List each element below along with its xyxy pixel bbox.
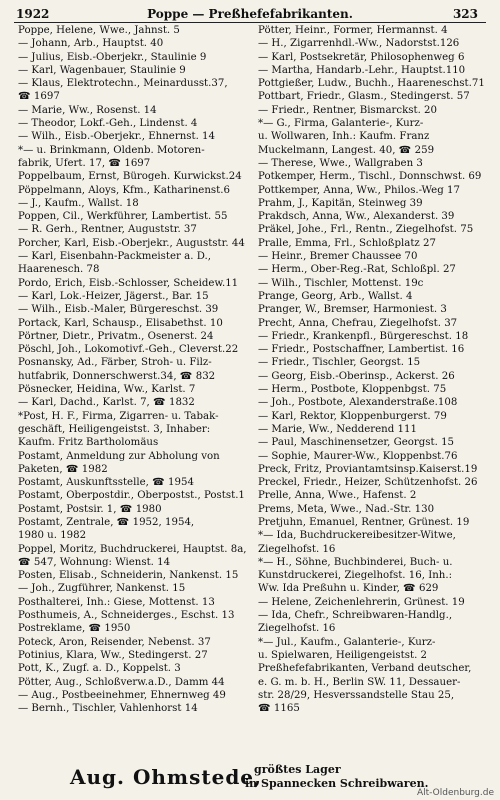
directory-entry-line: Portack, Karl, Schausp., Elisabethst. 10 bbox=[18, 317, 223, 329]
directory-entry-line: str. 28/29, Hesverssandstelle Stau 25, bbox=[258, 689, 455, 701]
right-column bbox=[258, 24, 498, 715]
directory-entry-line: Präkel, Johe., Frl., Rentn., Ziegelhofst. 75 bbox=[258, 224, 474, 236]
directory-entry-line: Pordo, Erich, Eisb.-Schlosser, Scheidew.11 bbox=[18, 277, 239, 289]
directory-entry-line: *— Jul., Kaufm., Galanterie-, Kurz- bbox=[258, 636, 436, 648]
directory-entry-line: 1980 u. 1982 bbox=[18, 530, 87, 542]
directory-entry-line: — Georg, Eisb.-Oberinsp., Ackerst. 26 bbox=[258, 370, 455, 382]
directory-entry-line: — Bernh., Tischler, Vahlenhorst 14 bbox=[18, 703, 198, 715]
directory-entry-line: Pott, K., Zugf. a. D., Koppelst. 3 bbox=[18, 663, 181, 675]
directory-entry-line: — Johann, Arb., Hauptst. 40 bbox=[18, 38, 164, 50]
directory-entry-line: Precht, Anna, Chefrau, Ziegelhofst. 37 bbox=[258, 317, 458, 329]
watermark: Alt-Oldenburg.de bbox=[416, 788, 494, 798]
directory-entry-line: e. G. m. b. H., Berlin SW. 11, Dessauer- bbox=[258, 676, 461, 688]
directory-entry-line: — H., Zigarrenhdl.-Ww., Nadorstst.126 bbox=[258, 38, 460, 50]
directory-entry-line: ☎ 1697 bbox=[18, 91, 60, 103]
directory-entry-line: Ww. Ida Preßuhn u. Kinder, ☎ 629 bbox=[258, 583, 439, 595]
directory-entry-line: Prems, Meta, Wwe., Nad.-Str. 130 bbox=[258, 503, 435, 515]
directory-entry-line: Pottgießer, Ludw., Buchh., Haareneschst.71 bbox=[258, 78, 485, 90]
directory-entry-line: Poppen, Cil., Werkführer, Lambertist. 55 bbox=[18, 211, 228, 223]
header-year: 1922 bbox=[16, 7, 50, 21]
directory-entry-line: — Joh., Zugführer, Nankenst. 15 bbox=[18, 583, 186, 595]
directory-entry-line: Prange, Georg, Arb., Wallst. 4 bbox=[258, 290, 413, 302]
directory-entry-line: Postamt, Oberpostdir., Oberpostst., Postst.1 bbox=[18, 490, 245, 502]
directory-entry-line: Poppe, Helene, Wwe., Jahnst. 5 bbox=[18, 25, 180, 36]
directory-entry-line: Postamt, Auskunftsstelle, ☎ 1954 bbox=[18, 477, 194, 489]
directory-entry-line: — Klaus, Elektrotechn., Meinardusst.37, bbox=[18, 78, 228, 90]
directory-entry-line: — J., Kaufm., Wallst. 18 bbox=[18, 197, 139, 209]
directory-entry-line: Postreklame, ☎ 1950 bbox=[18, 623, 131, 635]
directory-entry-line: — Heinr., Bremer Chaussee 70 bbox=[258, 251, 418, 263]
directory-entry-line: fabrik, Ufert. 17, ☎ 1697 bbox=[18, 157, 151, 169]
directory-entry-line: — Joh., Postbote, Alexanderstraße.108 bbox=[258, 397, 458, 409]
directory-entry-line: — R. Gerh., Rentner, Auguststr. 37 bbox=[18, 224, 197, 236]
directory-entry-line: — Friedr., Tischler, Georgst. 15 bbox=[258, 357, 421, 369]
directory-entry-line: — Ida, Chefr., Schreibwaren-Handlg., bbox=[258, 610, 453, 622]
directory-entry-line: — Wilh., Eisb.-Oberjekr., Ehnernst. 14 bbox=[18, 131, 216, 143]
directory-entry-line: — Julius, Eisb.-Oberjekr., Staulinie 9 bbox=[18, 51, 207, 63]
directory-entry-line: Pöschl, Joh., Lokomotivf.-Geh., Cleverst.22 bbox=[18, 344, 239, 356]
directory-entry-line: Ziegelhofst. 16 bbox=[258, 623, 336, 635]
directory-entry-line: Paketen, ☎ 1982 bbox=[18, 463, 108, 475]
directory-entry-line: Posthalterei, Inh.: Giese, Mottenst. 13 bbox=[18, 596, 215, 608]
directory-entry-line: *— H., Söhne, Buchbinderei, Buch- u. bbox=[258, 556, 453, 568]
directory-entry-line: — Martha, Handarb.-Lehr., Hauptst.110 bbox=[258, 64, 466, 76]
directory-entry-line: Preck, Fritz, Proviantamtsinsp.Kaiserst.19 bbox=[258, 463, 478, 475]
directory-entry-line: Preßhefefabrikanten, Verband deutscher, bbox=[258, 663, 472, 675]
directory-entry-line: Potinius, Klara, Ww., Stedingerst. 27 bbox=[18, 649, 208, 661]
directory-entry-line: Haarenesch. 78 bbox=[18, 264, 100, 276]
directory-entry-line: Poppel, Moritz, Buchdruckerei, Hauptst. 8a, bbox=[18, 543, 247, 555]
directory-entry-line: Prakdsch, Anna, Ww., Alexanderst. 39 bbox=[258, 211, 455, 223]
directory-entry-line: u. Wollwaren, Inh.: Kaufm. Franz bbox=[258, 131, 430, 143]
directory-entry-line: *— G., Firma, Galanterie-, Kurz- bbox=[258, 118, 424, 130]
directory-entry-line: — Marie, Ww., Nedderend 111 bbox=[258, 423, 417, 435]
directory-entry-line: Porcher, Karl, Eisb.-Oberjekr., Auguststr. 44 bbox=[18, 237, 245, 249]
directory-entry-line: Muckelmann, Langest. 40, ☎ 259 bbox=[258, 144, 435, 156]
directory-entry-line: Pralle, Emma, Frl., Schloßplatz 27 bbox=[258, 237, 436, 249]
directory-entry-line: — Friedr., Krankenpfl., Bürgereschst. 18 bbox=[258, 330, 469, 342]
ad-tagline-bottom: in Spannecken Schreibwaren. bbox=[245, 777, 429, 790]
directory-entry-line: Posthumeis, A., Schneiderges., Eschst. 13 bbox=[18, 610, 235, 622]
directory-entry-line: hutfabrik, Donnerschwerst.34, ☎ 832 bbox=[18, 370, 216, 382]
directory-entry-line: — Herm., Postbote, Kloppenbgst. 75 bbox=[258, 384, 447, 396]
directory-entry-line: Pörtner, Dietr., Privatm., Osenerst. 24 bbox=[18, 330, 214, 342]
directory-entry-line: — Karl, Rektor, Kloppenburgerst. 79 bbox=[258, 410, 447, 422]
directory-entry-line: u. Spielwaren, Heiligengeistst. 2 bbox=[258, 649, 428, 661]
directory-entry-line: — Therese, Wwe., Wallgraben 3 bbox=[258, 157, 423, 169]
directory-entry-line: Kunstdruckerei, Ziegelhofst. 16, Inh.: bbox=[258, 570, 453, 582]
directory-entry-line: — Theodor, Lokf.-Geh., Lindenst. 4 bbox=[18, 118, 198, 130]
directory-entry-line: Pötter, Heinr., Former, Hermannst. 4 bbox=[258, 25, 448, 36]
directory-entry-line: — Karl, Eisenbahn-Packmeister a. D., bbox=[18, 251, 211, 263]
directory-entry-line: — Karl, Lok.-Heizer, Jägerst., Bar. 15 bbox=[18, 290, 209, 302]
directory-entry-line: Pretjuhn, Emanuel, Rentner, Grünest. 19 bbox=[258, 516, 470, 528]
directory-entry-line: *Post, H. F., Firma, Zigarren- u. Tabak- bbox=[18, 410, 219, 422]
directory-entry-line: Ziegelhofst. 16 bbox=[258, 543, 336, 555]
directory-entry-line: ☎ 1165 bbox=[258, 703, 300, 715]
directory-entry-line: *— Ida, Buchdruckereibesitzer-Witwe, bbox=[258, 530, 456, 542]
directory-entry-line: Posnansky, Ad., Färber, Stroh- u. Filz- bbox=[18, 357, 212, 369]
directory-entry-line: Pöppelmann, Aloys, Kfm., Katharinenst.6 bbox=[18, 184, 230, 196]
directory-entry-line: Posten, Elisab., Schneiderin, Nankenst. 15 bbox=[18, 570, 239, 582]
directory-entry-line: Pösnecker, Heidina, Ww., Karlst. 7 bbox=[18, 384, 196, 396]
directory-entry-line: — Aug., Postbeeinehmer, Ehnernweg 49 bbox=[18, 689, 226, 701]
directory-entry-line: — Herm., Ober-Reg.-Rat, Schloßpl. 27 bbox=[258, 264, 456, 276]
directory-entry-line: Postamt, Postsir. 1, ☎ 1980 bbox=[18, 503, 162, 515]
directory-entry-line: Poppelbaum, Ernst, Bürogeh. Kurwickst.24 bbox=[18, 171, 242, 183]
directory-entry-line: Pötter, Aug., Schloßverw.a.D., Damm 44 bbox=[18, 676, 225, 688]
directory-entry-line: — Wilh., Tischler, Mottenst. 19c bbox=[258, 277, 424, 289]
directory-entry-line: — Helene, Zeichenlehrerin, Grünest. 19 bbox=[258, 596, 465, 608]
directory-entry-line: *— u. Brinkmann, Oldenb. Motoren- bbox=[18, 144, 205, 156]
directory-entry-line: Potkemper, Herm., Tischl., Donnschwst. 69 bbox=[258, 171, 482, 183]
ad-company-name: Aug. Ohmstede, bbox=[70, 765, 262, 789]
header-rule bbox=[14, 22, 486, 23]
left-column bbox=[18, 24, 258, 715]
directory-entry-line: — Friedr., Postschaffner, Lambertist. 16 bbox=[258, 344, 465, 356]
directory-entry-line: ☎ 547, Wohnung: Wienst. 14 bbox=[18, 556, 171, 568]
directory-entry-line: — Marie, Ww., Rosenst. 14 bbox=[18, 104, 157, 116]
header-title: Poppe — Preßhefefabrikanten. bbox=[147, 7, 353, 21]
directory-entry-line: Prahm, J., Kapitän, Steinweg 39 bbox=[258, 197, 423, 209]
page-header bbox=[0, 3, 500, 23]
directory-entry-line: Prelle, Anna, Wwe., Hafenst. 2 bbox=[258, 490, 417, 502]
directory-entry-line: Pottbart, Friedr., Glasm., Stedingerst. 57 bbox=[258, 91, 470, 103]
directory-entry-line: Postamt, Anmeldung zur Abholung von bbox=[18, 450, 220, 462]
directory-entry-line: — Friedr., Rentner, Bismarckst. 20 bbox=[258, 104, 438, 116]
directory-entry-line: Postamt, Zentrale, ☎ 1952, 1954, bbox=[18, 516, 195, 528]
ad-tagline-top: größtes Lager bbox=[254, 763, 341, 776]
directory-entry-line: Kaufm. Fritz Bartholomäus bbox=[18, 437, 159, 449]
directory-entry-line: — Paul, Maschinensetzer, Georgst. 15 bbox=[258, 437, 455, 449]
directory-entry-line: — Wilh., Eisb.-Maler, Bürgereschst. 39 bbox=[18, 304, 219, 316]
directory-entry-line: geschäft, Heiligengeistst. 3, Inhaber: bbox=[18, 423, 211, 435]
directory-entry-line: — Karl, Postsekretär, Philosophenweg 6 bbox=[258, 51, 465, 63]
directory-entry-line: Preckel, Friedr., Heizer, Schützenhofst. 26 bbox=[258, 477, 478, 489]
directory-entry-line: Poteck, Aron, Reisender, Nebenst. 37 bbox=[18, 636, 211, 648]
directory-entry-line: — Karl, Wagenbauer, Staulinie 9 bbox=[18, 64, 186, 76]
directory-entry-line: Pranger, W., Bremser, Harmoniest. 3 bbox=[258, 304, 447, 316]
directory-entry-line: Pottkemper, Anna, Ww., Philos.-Weg 17 bbox=[258, 184, 460, 196]
directory-entry-line: — Karl, Dachd., Karlst. 7, ☎ 1832 bbox=[18, 397, 195, 409]
directory-entry-line: — Sophie, Maurer-Ww., Kloppenbst.76 bbox=[258, 450, 458, 462]
header-page-number: 323 bbox=[452, 7, 478, 21]
